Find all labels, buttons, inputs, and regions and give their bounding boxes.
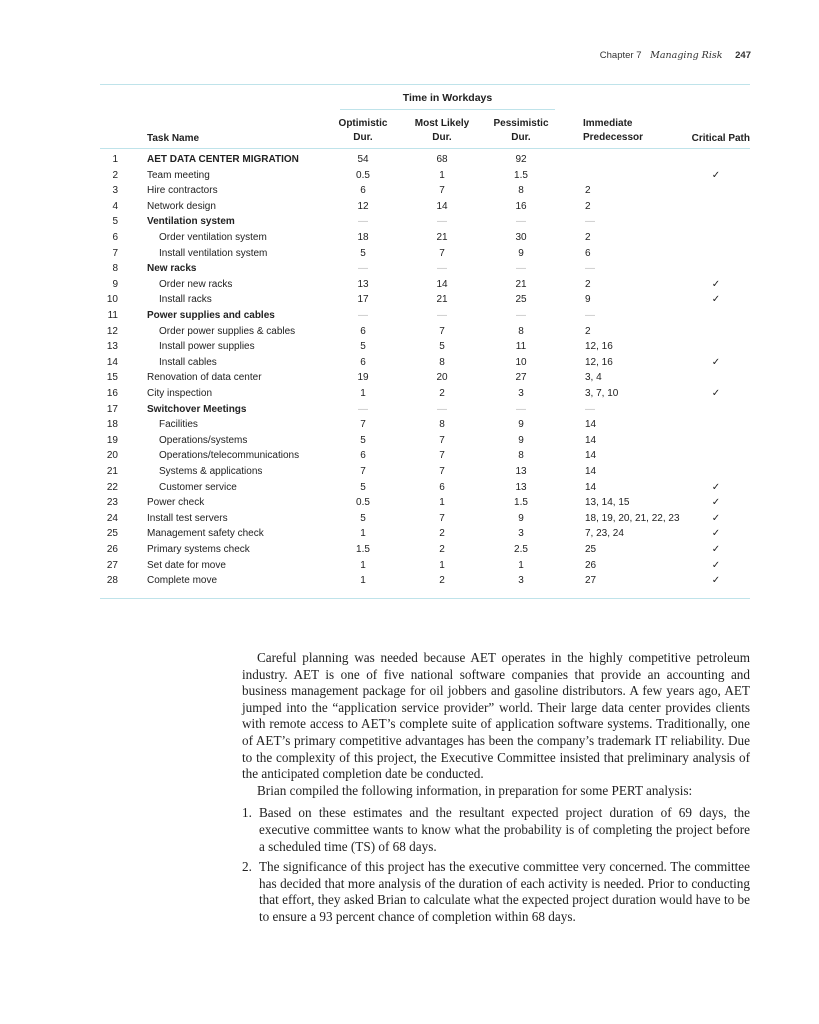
- optimistic-duration: 7: [360, 466, 366, 477]
- task-name: Team meeting: [147, 169, 210, 181]
- immediate-predecessor: 13, 14, 15: [585, 497, 630, 509]
- most-likely-duration: 7: [439, 450, 445, 462]
- table-row: [100, 261, 750, 277]
- pessimistic-duration: 25: [515, 294, 527, 306]
- optimistic-duration: 5: [360, 481, 366, 493]
- header-bottom-rule: [100, 148, 750, 149]
- immediate-predecessor: 12, 16: [585, 341, 613, 353]
- table-row: [100, 230, 750, 246]
- col-optimistic-line2: Dur.: [353, 132, 373, 143]
- critical-path-check: ✓: [711, 356, 721, 368]
- pessimistic-duration: 3: [518, 575, 524, 587]
- task-name: Renovation of data center: [147, 372, 262, 384]
- list-item: [242, 859, 750, 925]
- optimistic-duration: 6: [360, 450, 366, 462]
- immediate-predecessor: 14: [585, 450, 597, 462]
- pessimistic-duration: 16: [515, 200, 527, 212]
- table-row: [100, 464, 750, 480]
- group-header-rule: [340, 109, 555, 110]
- pessimistic-duration: 9: [518, 512, 524, 524]
- row-number: 24: [106, 512, 118, 524]
- row-number: 13: [106, 341, 118, 353]
- column-headers: [100, 117, 750, 147]
- task-name: Operations/telecommunications: [159, 450, 300, 462]
- immediate-predecessor: —: [585, 403, 595, 415]
- optimistic-duration: 5: [360, 512, 366, 524]
- most-likely-duration: 6: [439, 481, 445, 493]
- pessimistic-duration: 8: [518, 185, 524, 197]
- optimistic-duration: —: [358, 263, 368, 275]
- pessimistic-duration: —: [516, 403, 526, 415]
- task-name: Primary systems check: [147, 544, 250, 555]
- table-row: [100, 417, 750, 433]
- running-header: [600, 50, 751, 61]
- pessimistic-duration: —: [516, 216, 526, 228]
- immediate-predecessor: 9: [585, 294, 591, 306]
- table-row: [100, 292, 750, 308]
- optimistic-duration: 1: [360, 575, 366, 587]
- most-likely-duration: 68: [436, 154, 448, 165]
- task-name: AET DATA CENTER MIGRATION: [147, 154, 299, 165]
- pessimistic-duration: —: [516, 263, 526, 275]
- critical-path-check: ✓: [711, 544, 721, 555]
- row-number: 9: [112, 278, 118, 290]
- table-bottom-rule: [100, 598, 750, 599]
- pessimistic-duration: 27: [515, 372, 527, 384]
- immediate-predecessor: 2: [585, 200, 591, 212]
- pessimistic-duration: 1.5: [514, 169, 528, 181]
- pessimistic-duration: 92: [515, 154, 527, 165]
- row-number: 7: [112, 247, 118, 259]
- most-likely-duration: 7: [439, 325, 445, 337]
- pessimistic-duration: 10: [515, 356, 527, 368]
- task-name: Install cables: [159, 356, 217, 368]
- task-name: Customer service: [159, 481, 237, 493]
- optimistic-duration: 5: [360, 341, 366, 353]
- optimistic-duration: 17: [357, 294, 369, 306]
- pessimistic-duration: 8: [518, 325, 524, 337]
- optimistic-duration: 13: [357, 278, 369, 290]
- table-row: [100, 355, 750, 371]
- most-likely-duration: 5: [439, 341, 445, 353]
- task-name: Hire contractors: [147, 185, 218, 197]
- task-name: Facilities: [159, 419, 198, 431]
- most-likely-duration: —: [437, 403, 447, 415]
- list-text: Based on these estimates and the resultant expected project duration of 69 days, the executive committee wants to know what the probability is of completing the project before a scheduled time (TS) of 68 days.: [259, 805, 750, 854]
- immediate-predecessor: 14: [585, 481, 597, 493]
- optimistic-duration: 1: [360, 388, 366, 399]
- table-row: [100, 277, 750, 293]
- table-row: [100, 542, 750, 558]
- most-likely-duration: 2: [439, 528, 445, 540]
- most-likely-duration: 1: [439, 559, 445, 571]
- table-row: [100, 448, 750, 464]
- critical-path-check: ✓: [711, 278, 721, 290]
- critical-path-check: ✓: [711, 294, 721, 306]
- task-name: City inspection: [147, 388, 213, 399]
- time-group-header: Time in Workdays: [402, 92, 493, 104]
- most-likely-duration: 7: [439, 512, 445, 524]
- most-likely-duration: —: [437, 310, 447, 321]
- immediate-predecessor: —: [585, 216, 595, 228]
- optimistic-duration: 5: [360, 247, 366, 259]
- optimistic-duration: 12: [357, 200, 369, 212]
- immediate-predecessor: 27: [585, 575, 597, 587]
- most-likely-duration: —: [437, 216, 447, 228]
- row-number: 4: [112, 200, 118, 212]
- task-name: Systems & applications: [159, 466, 263, 477]
- col-predecessor-line1: Immediate: [583, 118, 633, 129]
- optimistic-duration: —: [358, 216, 368, 228]
- pessimistic-duration: 21: [515, 278, 527, 290]
- row-number: 12: [106, 325, 118, 337]
- col-most-likely-line2: Dur.: [432, 132, 452, 143]
- immediate-predecessor: 26: [585, 559, 597, 571]
- paragraph: Brian compiled the following information, in preparation for some PERT analysis:: [257, 782, 693, 798]
- task-name: Install racks: [159, 294, 212, 306]
- immediate-predecessor: 14: [585, 466, 597, 477]
- table-row: [100, 386, 750, 402]
- pessimistic-duration: 2.5: [514, 544, 528, 555]
- pessimistic-duration: 1.5: [514, 497, 528, 509]
- table-row: [100, 480, 750, 496]
- row-number: 19: [106, 434, 118, 446]
- table-row: [100, 246, 750, 262]
- pessimistic-duration: 9: [518, 419, 524, 431]
- table-row: [100, 526, 750, 542]
- row-number: 6: [112, 232, 118, 243]
- row-number: 16: [106, 388, 118, 399]
- most-likely-duration: 7: [439, 247, 445, 259]
- immediate-predecessor: 25: [585, 544, 597, 555]
- optimistic-duration: 6: [360, 185, 366, 197]
- optimistic-duration: 18: [357, 232, 369, 243]
- pessimistic-duration: 8: [518, 450, 524, 462]
- col-critical-path: Critical Path: [691, 133, 750, 144]
- optimistic-duration: 1.5: [356, 544, 370, 555]
- most-likely-duration: 1: [439, 169, 445, 181]
- table-row: [100, 402, 750, 418]
- row-number: 15: [106, 372, 118, 384]
- pessimistic-duration: 30: [515, 232, 527, 243]
- optimistic-duration: —: [358, 310, 368, 321]
- critical-path-check: ✓: [711, 497, 721, 509]
- immediate-predecessor: 2: [585, 325, 591, 337]
- pessimistic-duration: 9: [518, 247, 524, 259]
- task-name: Power supplies and cables: [147, 310, 275, 321]
- optimistic-duration: 7: [360, 419, 366, 431]
- most-likely-duration: 2: [439, 544, 445, 555]
- immediate-predecessor: —: [585, 310, 595, 321]
- row-number: 1: [112, 154, 118, 165]
- row-number: 18: [106, 419, 118, 431]
- list-number: 1.: [242, 805, 252, 821]
- most-likely-duration: 7: [439, 466, 445, 477]
- page-number: 247: [735, 50, 751, 61]
- immediate-predecessor: 6: [585, 247, 591, 259]
- pessimistic-duration: 3: [518, 388, 524, 399]
- most-likely-duration: —: [437, 263, 447, 275]
- row-number: 2: [112, 169, 118, 181]
- row-number: 22: [106, 481, 118, 493]
- numbered-list: [242, 805, 750, 925]
- optimistic-duration: 6: [360, 325, 366, 337]
- task-name: Install ventilation system: [159, 247, 268, 259]
- chapter-label: Chapter 7: [599, 50, 642, 61]
- pessimistic-duration: 9: [518, 434, 524, 446]
- pessimistic-duration: 13: [515, 481, 527, 493]
- task-name: Order power supplies & cables: [159, 325, 296, 337]
- critical-path-check: ✓: [711, 512, 721, 524]
- most-likely-duration: 2: [439, 575, 445, 587]
- critical-path-check: ✓: [711, 169, 721, 181]
- row-number: 23: [106, 497, 118, 509]
- optimistic-duration: 0.5: [356, 169, 370, 181]
- task-name: New racks: [147, 263, 197, 275]
- table-row: [100, 339, 750, 355]
- list-text: The significance of this project has the executive committee very concerned. The committee has decided that more analysis of the duration of each activity is needed. Prior to conducting that effort, they asked Brian to calculate what the expected project duration would have to be to ensure a 93 percent chance of completion within 68 days.: [259, 859, 750, 924]
- table-row: [100, 511, 750, 527]
- optimistic-duration: 5: [360, 434, 366, 446]
- immediate-predecessor: 14: [585, 419, 597, 431]
- table-row: [100, 152, 750, 168]
- task-name: Ventilation system: [147, 216, 235, 228]
- table-row: [100, 324, 750, 340]
- task-name: Set date for move: [147, 559, 226, 571]
- table-row: [100, 370, 750, 386]
- table-row: [100, 495, 750, 511]
- optimistic-duration: 54: [357, 154, 369, 165]
- optimistic-duration: 0.5: [356, 497, 370, 509]
- pessimistic-duration: —: [516, 310, 526, 321]
- col-predecessor-line2: Predecessor: [583, 132, 644, 143]
- row-number: 25: [106, 528, 118, 540]
- row-number: 17: [106, 403, 118, 415]
- immediate-predecessor: 12, 16: [585, 356, 613, 368]
- task-name: Install power supplies: [159, 341, 255, 353]
- col-pessimistic-line1: Pessimistic: [493, 118, 549, 129]
- row-number: 14: [106, 356, 118, 368]
- paragraph: Careful planning was needed because AET operates in the highly competitive petroleum industry. AET is one of five national software companies that provide an accounting and business management package for oil jobbers and gasoline distributors. A few years ago, AET jumped into the “application service provider” world. Their large data center provides clients with remote access to AET’s complete suite of application software systems. Traditionally, one of AET’s primary competitive advantages has been the company’s trademark IT reliability. Due to the complexity of this project, the Executive Committee insisted that preliminary analysis of the anticipated completion date be conducted.: [242, 650, 750, 782]
- task-name: Management safety check: [147, 528, 264, 540]
- col-predecessor: [583, 117, 643, 145]
- task-name: Power check: [147, 497, 205, 509]
- optimistic-duration: 1: [360, 559, 366, 571]
- running-title: Managing Risk: [650, 50, 723, 61]
- most-likely-duration: 21: [436, 294, 448, 306]
- row-number: 20: [106, 450, 118, 462]
- row-number: 28: [106, 575, 118, 587]
- table-row: [100, 573, 750, 589]
- most-likely-duration: 2: [439, 388, 445, 399]
- row-number: 26: [106, 544, 118, 555]
- most-likely-duration: 7: [439, 434, 445, 446]
- row-number: 5: [112, 216, 118, 228]
- row-number: 21: [106, 466, 118, 477]
- immediate-predecessor: 7, 23, 24: [585, 528, 624, 540]
- immediate-predecessor: 18, 19, 20, 21, 22, 23: [585, 512, 680, 524]
- task-name: Network design: [147, 200, 216, 212]
- task-name: Order ventilation system: [159, 232, 267, 243]
- pessimistic-duration: 13: [515, 466, 527, 477]
- row-number: 10: [106, 294, 118, 306]
- col-pessimistic: [488, 117, 554, 145]
- critical-path-check: ✓: [711, 528, 721, 540]
- task-table: [100, 84, 750, 587]
- row-number: 8: [112, 263, 118, 275]
- pessimistic-duration: 11: [515, 341, 527, 353]
- table-row: [100, 183, 750, 199]
- critical-path-check: ✓: [711, 481, 721, 493]
- table-row: [100, 558, 750, 574]
- immediate-predecessor: 14: [585, 434, 597, 446]
- list-number: 2.: [242, 859, 252, 875]
- most-likely-duration: 20: [436, 372, 448, 384]
- row-number: 11: [107, 310, 118, 321]
- most-likely-duration: 8: [439, 356, 445, 368]
- table-row: [100, 214, 750, 230]
- immediate-predecessor: —: [585, 263, 595, 275]
- immediate-predecessor: 2: [585, 278, 591, 290]
- table-top-rule: [100, 84, 750, 85]
- immediate-predecessor: 2: [585, 185, 591, 197]
- optimistic-duration: 6: [360, 356, 366, 368]
- immediate-predecessor: 2: [585, 232, 591, 243]
- critical-path-check: ✓: [711, 575, 721, 587]
- row-number: 27: [106, 559, 118, 571]
- body-text: [242, 650, 750, 930]
- critical-path-check: ✓: [711, 559, 721, 571]
- optimistic-duration: 19: [357, 372, 369, 384]
- task-name: Complete move: [147, 575, 218, 587]
- most-likely-duration: 21: [436, 232, 448, 243]
- optimistic-duration: —: [358, 403, 368, 415]
- col-pessimistic-line2: Dur.: [511, 132, 531, 143]
- task-name: Order new racks: [159, 278, 233, 290]
- task-name: Install test servers: [147, 512, 228, 524]
- row-number: 3: [112, 185, 118, 197]
- most-likely-duration: 1: [439, 497, 445, 509]
- optimistic-duration: 1: [360, 528, 366, 540]
- task-name: Operations/systems: [159, 434, 248, 446]
- most-likely-duration: 8: [439, 419, 445, 431]
- immediate-predecessor: 3, 7, 10: [585, 388, 619, 399]
- most-likely-duration: 7: [439, 185, 445, 197]
- most-likely-duration: 14: [436, 278, 448, 290]
- col-optimistic: [333, 117, 393, 145]
- col-task-name: Task Name: [147, 133, 200, 144]
- most-likely-duration: 14: [436, 200, 448, 212]
- table-row: [100, 308, 750, 324]
- task-name: Switchover Meetings: [147, 403, 247, 415]
- col-most-likely: [407, 117, 477, 145]
- col-most-likely-line1: Most Likely: [414, 118, 470, 129]
- table-row: [100, 168, 750, 184]
- col-optimistic-line1: Optimistic: [338, 118, 388, 129]
- pessimistic-duration: 3: [518, 528, 524, 540]
- immediate-predecessor: 3, 4: [585, 372, 602, 384]
- table-row: [100, 433, 750, 449]
- table-row: [100, 199, 750, 215]
- pessimistic-duration: 1: [518, 559, 524, 571]
- critical-path-check: ✓: [711, 388, 721, 399]
- list-item: [242, 805, 750, 855]
